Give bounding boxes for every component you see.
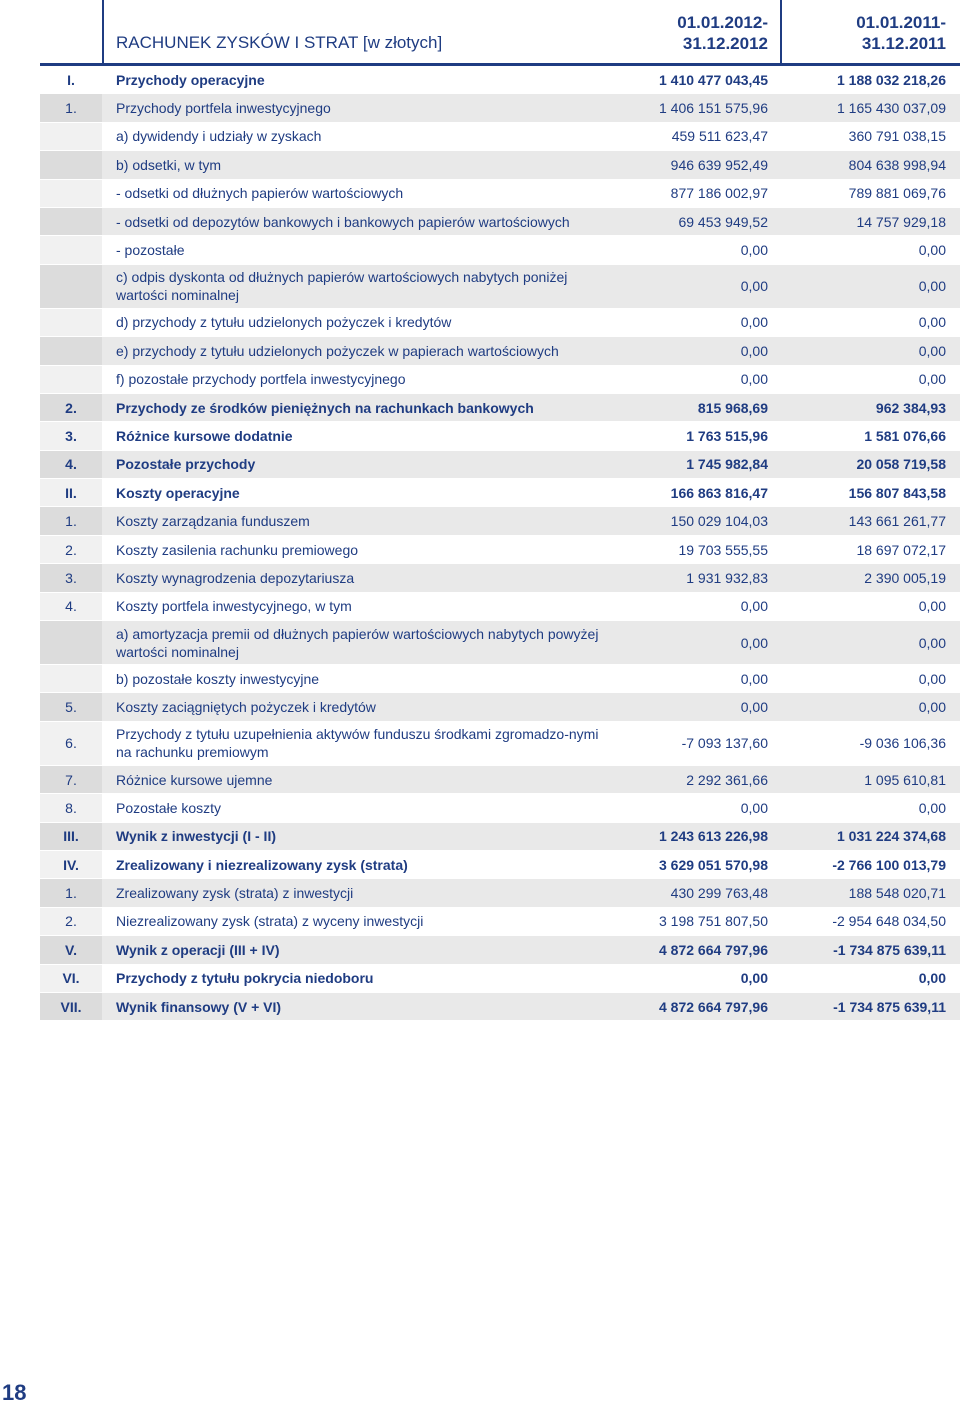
table-row (40, 479, 960, 507)
row-label: Koszty zasilenia rachunku premiowego (116, 541, 359, 558)
value-2011: 0,00 (918, 342, 946, 359)
value-2011: -2 766 100 013,79 (832, 856, 946, 873)
value-2012: 4 872 664 797,96 (659, 998, 768, 1015)
table-row (40, 794, 960, 822)
value-2011: -1 734 875 639,11 (833, 941, 946, 958)
row-number: 7. (40, 766, 102, 793)
row-label: f) pozostałe przychody portfela inwestycyjnego (116, 371, 406, 388)
row-label: Wynik z inwestycji (I - II) (116, 828, 276, 845)
table-row (40, 422, 960, 450)
table-row (40, 593, 960, 621)
value-2012: 4 872 664 797,96 (659, 941, 768, 958)
table-row (40, 564, 960, 592)
table-row (40, 394, 960, 422)
value-2011: 804 638 998,94 (848, 156, 946, 173)
value-2011: 962 384,93 (875, 399, 946, 416)
row-number (40, 180, 102, 207)
table-title: RACHUNEK ZYSKÓW I STRAT [w złotych] (116, 33, 443, 52)
row-label: - odsetki od dłużnych papierów wartościowych (116, 185, 404, 202)
value-2011: 156 807 843,58 (848, 484, 946, 501)
column-header-2012 (618, 12, 768, 54)
value-2011: 0,00 (918, 699, 946, 716)
value-2011: 0,00 (918, 970, 946, 987)
row-number (40, 621, 102, 664)
table-row (40, 851, 960, 879)
row-number (40, 236, 102, 263)
table-row (40, 823, 960, 851)
value-2012: 815 968,69 (697, 399, 768, 416)
value-2011: 0,00 (918, 278, 946, 295)
row-number: VII. (40, 993, 102, 1020)
value-2012: 0,00 (740, 598, 768, 615)
table-row (40, 123, 960, 151)
table-row (40, 621, 960, 665)
row-number: 2. (40, 394, 102, 421)
value-2012: 0,00 (740, 799, 768, 816)
value-2012: 430 299 763,48 (670, 885, 768, 902)
row-number: 2. (40, 908, 102, 935)
value-2012: 459 511 623,47 (671, 128, 768, 145)
row-number: V. (40, 936, 102, 963)
table-row (40, 309, 960, 337)
value-2011: 0,00 (918, 670, 946, 687)
row-number (40, 366, 102, 393)
row-label: Przychody portfela inwestycyjnego (116, 100, 331, 117)
table-row (40, 337, 960, 365)
row-number: 4. (40, 593, 102, 620)
table-row (40, 908, 960, 936)
value-2012: 0,00 (740, 670, 768, 687)
row-label: Koszty zaciągniętych pożyczek i kredytów (116, 699, 376, 716)
value-2011: 0,00 (918, 598, 946, 615)
header-separator (780, 0, 782, 66)
table-row (40, 665, 960, 693)
row-number: 8. (40, 794, 102, 821)
value-2012: 3 629 051 570,98 (659, 856, 768, 873)
row-number: III. (40, 823, 102, 850)
row-label: Różnice kursowe ujemne (116, 771, 273, 788)
table-row (40, 180, 960, 208)
row-label: Niezrealizowany zysk (strata) z wyceny inwestycji (116, 913, 424, 930)
value-2012: 19 703 555,55 (678, 541, 768, 558)
row-label: Koszty wynagrodzenia depozytariusza (116, 569, 355, 586)
value-2012: 0,00 (740, 278, 768, 295)
value-2011: 2 390 005,19 (864, 569, 946, 586)
table-row (40, 94, 960, 122)
column-header-2012-start: 01.01.2012- (677, 13, 768, 32)
value-2012: 0,00 (740, 242, 768, 259)
value-2012: 0,00 (740, 342, 768, 359)
row-label: b) pozostałe koszty inwestycyjne (116, 670, 320, 687)
table-row (40, 451, 960, 479)
row-label: Wynik finansowy (V + VI) (116, 998, 282, 1015)
value-2011: 360 791 038,15 (848, 128, 946, 145)
value-2011: 0,00 (918, 242, 946, 259)
value-2011: -2 954 648 034,50 (832, 913, 946, 930)
value-2012: 3 198 751 807,50 (659, 913, 768, 930)
table-row (40, 265, 960, 309)
row-number: 6. (40, 722, 102, 765)
table-body (40, 66, 960, 1021)
value-2011: 1 581 076,66 (864, 427, 946, 444)
row-label: Pozostałe koszty (116, 799, 222, 816)
value-2011: -1 734 875 639,11 (833, 998, 946, 1015)
value-2012: 0,00 (740, 970, 768, 987)
value-2011: 789 881 069,76 (848, 185, 946, 202)
table-row (40, 693, 960, 721)
row-number: I. (67, 71, 75, 88)
column-header-2012-end: 31.12.2012 (682, 34, 768, 53)
value-2012: 1 931 932,83 (686, 569, 768, 586)
value-2012: 166 863 816,47 (670, 484, 768, 501)
row-number: 3. (40, 564, 102, 591)
row-number: II. (40, 479, 102, 506)
row-label: Koszty zarządzania funduszem (116, 513, 310, 530)
column-header-2011-end: 31.12.2011 (861, 34, 946, 53)
table-row (40, 366, 960, 394)
row-label: Przychody z tytułu pokrycia niedoboru (116, 970, 374, 987)
row-number (40, 337, 102, 364)
value-2012: 877 186 002,97 (670, 185, 768, 202)
row-label: Przychody ze środków pieniężnych na rachunkach bankowych (116, 399, 534, 416)
value-2011: 1 031 224 374,68 (837, 828, 946, 845)
row-number (40, 151, 102, 178)
row-number (40, 208, 102, 235)
value-2011: 0,00 (918, 634, 946, 651)
row-number: 2. (40, 536, 102, 563)
value-2012: 0,00 (740, 314, 768, 331)
row-number: 3. (40, 422, 102, 449)
value-2012: -7 093 137,60 (681, 735, 768, 752)
value-2011: 1 165 430 037,09 (837, 100, 946, 117)
table-row (40, 766, 960, 794)
table-row (40, 722, 960, 766)
row-label: Przychody operacyjne (116, 71, 265, 88)
row-label: - odsetki od depozytów bankowych i bankowych papierów wartościowych (116, 213, 570, 230)
row-label: e) przychody z tytułu udzielonych pożyczek w papierach wartościowych (116, 342, 559, 359)
row-label: Wynik z operacji (III + IV) (116, 941, 280, 958)
row-number: VI. (40, 965, 102, 992)
row-number: 1. (40, 94, 102, 121)
row-number (40, 265, 102, 308)
value-2012: 0,00 (740, 634, 768, 651)
row-label: Różnice kursowe dodatnie (116, 427, 293, 444)
row-number (40, 309, 102, 336)
table-row (40, 993, 960, 1021)
value-2011: 18 697 072,17 (856, 541, 946, 558)
row-label: c) odpis dyskonta od dłużnych papierów wartościowych nabytych poniżej wartości nominalnej (116, 269, 568, 304)
value-2012: 1 406 151 575,96 (659, 100, 768, 117)
value-2012: 1 410 477 043,45 (659, 71, 768, 88)
value-2011: 20 058 719,58 (856, 456, 946, 473)
row-label: d) przychody z tytułu udzielonych pożyczek i kredytów (116, 314, 452, 331)
table-row (40, 965, 960, 993)
table-row (40, 236, 960, 264)
value-2012: 946 639 952,49 (670, 156, 768, 173)
table-row (40, 879, 960, 907)
row-number (40, 123, 102, 150)
table-row (40, 151, 960, 179)
row-label: Zrealizowany i niezrealizowany zysk (strata) (116, 856, 408, 873)
value-2011: 0,00 (918, 371, 946, 388)
value-2012: 0,00 (740, 371, 768, 388)
value-2012: 1 243 613 226,98 (659, 828, 768, 845)
row-number: IV. (40, 851, 102, 878)
income-statement-table (40, 0, 960, 1021)
column-header-2011 (796, 12, 946, 54)
row-number: 4. (40, 451, 102, 478)
row-label: Przychody z tytułu uzupełnienia aktywów funduszu środkami zgromadzo-nymi na rachunku premiowym (116, 726, 599, 761)
row-label: a) dywidendy i udziały w zyskach (116, 128, 322, 145)
value-2011: -9 036 106,36 (859, 735, 946, 752)
value-2011: 188 548 020,71 (848, 885, 946, 902)
row-label: - pozostałe (116, 242, 185, 259)
column-header-2011-start: 01.01.2011- (856, 13, 946, 32)
value-2011: 0,00 (918, 799, 946, 816)
row-number (40, 665, 102, 692)
value-2012: 150 029 104,03 (670, 513, 768, 530)
value-2011: 1 095 610,81 (864, 771, 946, 788)
row-label: b) odsetki, w tym (116, 156, 222, 173)
row-number: 5. (40, 693, 102, 720)
header-separator (102, 0, 104, 66)
value-2012: 69 453 949,52 (678, 213, 768, 230)
value-2011: 14 757 929,18 (856, 213, 946, 230)
value-2011: 0,00 (918, 314, 946, 331)
value-2012: 2 292 361,66 (686, 771, 768, 788)
value-2012: 1 745 982,84 (686, 456, 768, 473)
table-header (40, 0, 960, 66)
page-number: 18 (2, 1380, 27, 1405)
value-2011: 1 188 032 218,26 (837, 71, 946, 88)
row-number: 1. (40, 507, 102, 534)
table-row (40, 208, 960, 236)
row-label: Zrealizowany zysk (strata) z inwestycji (116, 885, 354, 902)
row-label: a) amortyzacja premii od dłużnych papierów wartościowych nabytych powyżej wartości nominalnej (116, 625, 599, 660)
row-label: Pozostałe przychody (116, 456, 256, 473)
row-label: Koszty portfela inwestycyjnego, w tym (116, 598, 352, 615)
table-row (40, 507, 960, 535)
value-2012: 0,00 (740, 699, 768, 716)
table-row (40, 936, 960, 964)
value-2011: 143 661 261,77 (848, 513, 946, 530)
value-2012: 1 763 515,96 (686, 427, 768, 444)
table-row (40, 66, 960, 94)
row-number: 1. (40, 879, 102, 906)
table-row (40, 536, 960, 564)
row-label: Koszty operacyjne (116, 484, 240, 501)
